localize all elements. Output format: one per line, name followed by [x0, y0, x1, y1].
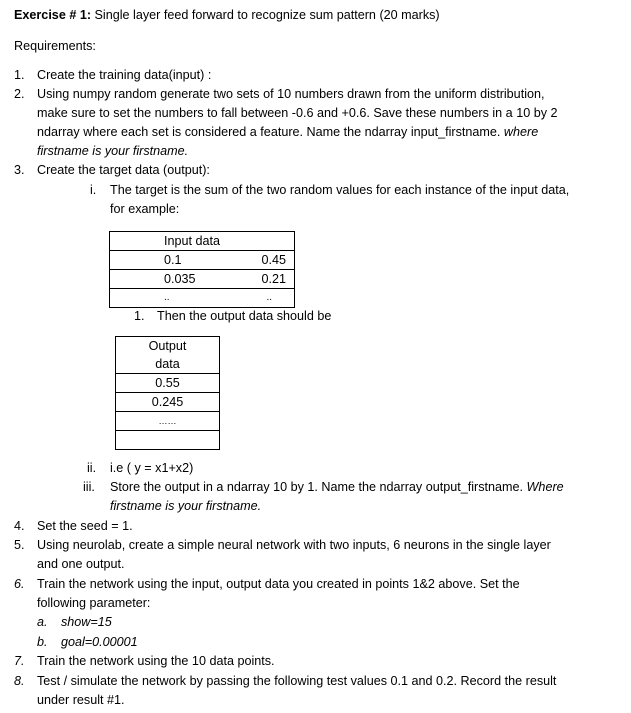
requirements-label: Requirements:	[14, 39, 96, 53]
table-row	[110, 232, 295, 251]
sub-iii-line-2: firstname is your firstname.	[110, 499, 262, 513]
exercise-label: Exercise # 1:	[14, 8, 92, 22]
item-1-number: 1.	[14, 68, 25, 82]
item-2-line-2: make sure to set the numbers to fall between -0.6 and +0.6. Save these numbers in a 10 by 2	[37, 106, 558, 120]
item-5-line-2: and one output.	[37, 557, 125, 571]
item-6-line-1: Train the network using the input, output data you created in points 1&2 above. Set the	[37, 577, 520, 591]
item-5-number: 5.	[14, 538, 25, 552]
item-2-line-4: firstname is your firstname.	[37, 144, 189, 158]
output-table-header	[116, 337, 220, 374]
param-b-letter: b.	[37, 635, 48, 649]
sub-i-line-2: for example:	[110, 202, 180, 216]
sub-i-line-1: The target is the sum of the two random values for each instance of the input data,	[110, 183, 570, 197]
param-a-text: show=15	[61, 615, 112, 629]
input-cell: 0.1	[110, 251, 257, 270]
sub-iii-line-1	[110, 478, 564, 497]
then-text: Then the output data should be	[157, 309, 332, 323]
sub-iii-text: Store the output in a ndarray 10 by 1. Name the ndarray output_firstname.	[110, 480, 524, 494]
table-row	[116, 431, 220, 450]
item-8-number: 8.	[14, 674, 25, 688]
table-row	[116, 337, 220, 374]
output-cell	[116, 431, 220, 450]
item-2-line-1: Using numpy random generate two sets of 10 numbers drawn from the uniform distribution,	[37, 87, 545, 101]
output-data-table	[115, 336, 220, 450]
table-row	[110, 289, 295, 308]
item-1-text: Create the training data(input) :	[37, 68, 212, 82]
item-6-line-2: following parameter:	[37, 596, 151, 610]
item-2-line-3-text: ndarray where each set is considered a feature. Name the ndarray input_firstname.	[37, 125, 501, 139]
sub-ii-text: i.e ( y = x1+x2)	[110, 461, 194, 475]
input-cell: ..	[110, 289, 257, 308]
item-3-text: Create the target data (output):	[37, 163, 210, 177]
input-cell: 0.035	[110, 270, 257, 289]
item-8-line-1: Test / simulate the network by passing the following test values 0.1 and 0.2. Record the result	[37, 674, 557, 688]
exercise-title	[14, 6, 440, 25]
table-row	[110, 270, 295, 289]
item-3-number: 3.	[14, 163, 25, 177]
item-5-line-1: Using neurolab, create a simple neural network with two inputs, 6 neurons in the single layer	[37, 538, 551, 552]
item-2-number: 2.	[14, 87, 25, 101]
item-4-text: Set the seed = 1.	[37, 519, 133, 533]
item-6-number: 6.	[14, 577, 25, 591]
then-number: 1.	[134, 309, 145, 323]
output-header-line-1: Output	[148, 339, 187, 353]
output-cell: 0.55	[116, 374, 220, 393]
item-8-line-2: under result #1.	[37, 693, 125, 707]
input-table-header: Input data	[110, 232, 295, 251]
sub-i-number: i.	[90, 183, 97, 197]
item-2-where: where	[503, 125, 539, 139]
input-data-table	[109, 231, 295, 308]
item-7-text: Train the network using the 10 data points.	[37, 654, 275, 668]
input-cell: ..	[256, 289, 295, 308]
param-a-letter: a.	[37, 615, 48, 629]
table-row	[116, 374, 220, 393]
output-header-line-2: data	[155, 357, 180, 371]
table-row	[110, 251, 295, 270]
param-b-text: goal=0.00001	[61, 635, 138, 649]
exercise-heading: Single layer feed forward to recognize sum pattern (20 marks)	[94, 8, 440, 22]
output-cell: 0.245	[116, 393, 220, 412]
table-row	[116, 393, 220, 412]
item-2-line-3	[37, 123, 538, 142]
input-cell: 0.21	[256, 270, 295, 289]
output-cell: ……	[116, 412, 220, 431]
sub-iii-number: iii.	[83, 480, 95, 494]
item-4-number: 4.	[14, 519, 25, 533]
input-cell: 0.45	[256, 251, 295, 270]
sub-iii-where: Where	[526, 480, 564, 494]
sub-ii-number: ii.	[87, 461, 97, 475]
table-row	[116, 412, 220, 431]
item-7-number: 7.	[14, 654, 25, 668]
